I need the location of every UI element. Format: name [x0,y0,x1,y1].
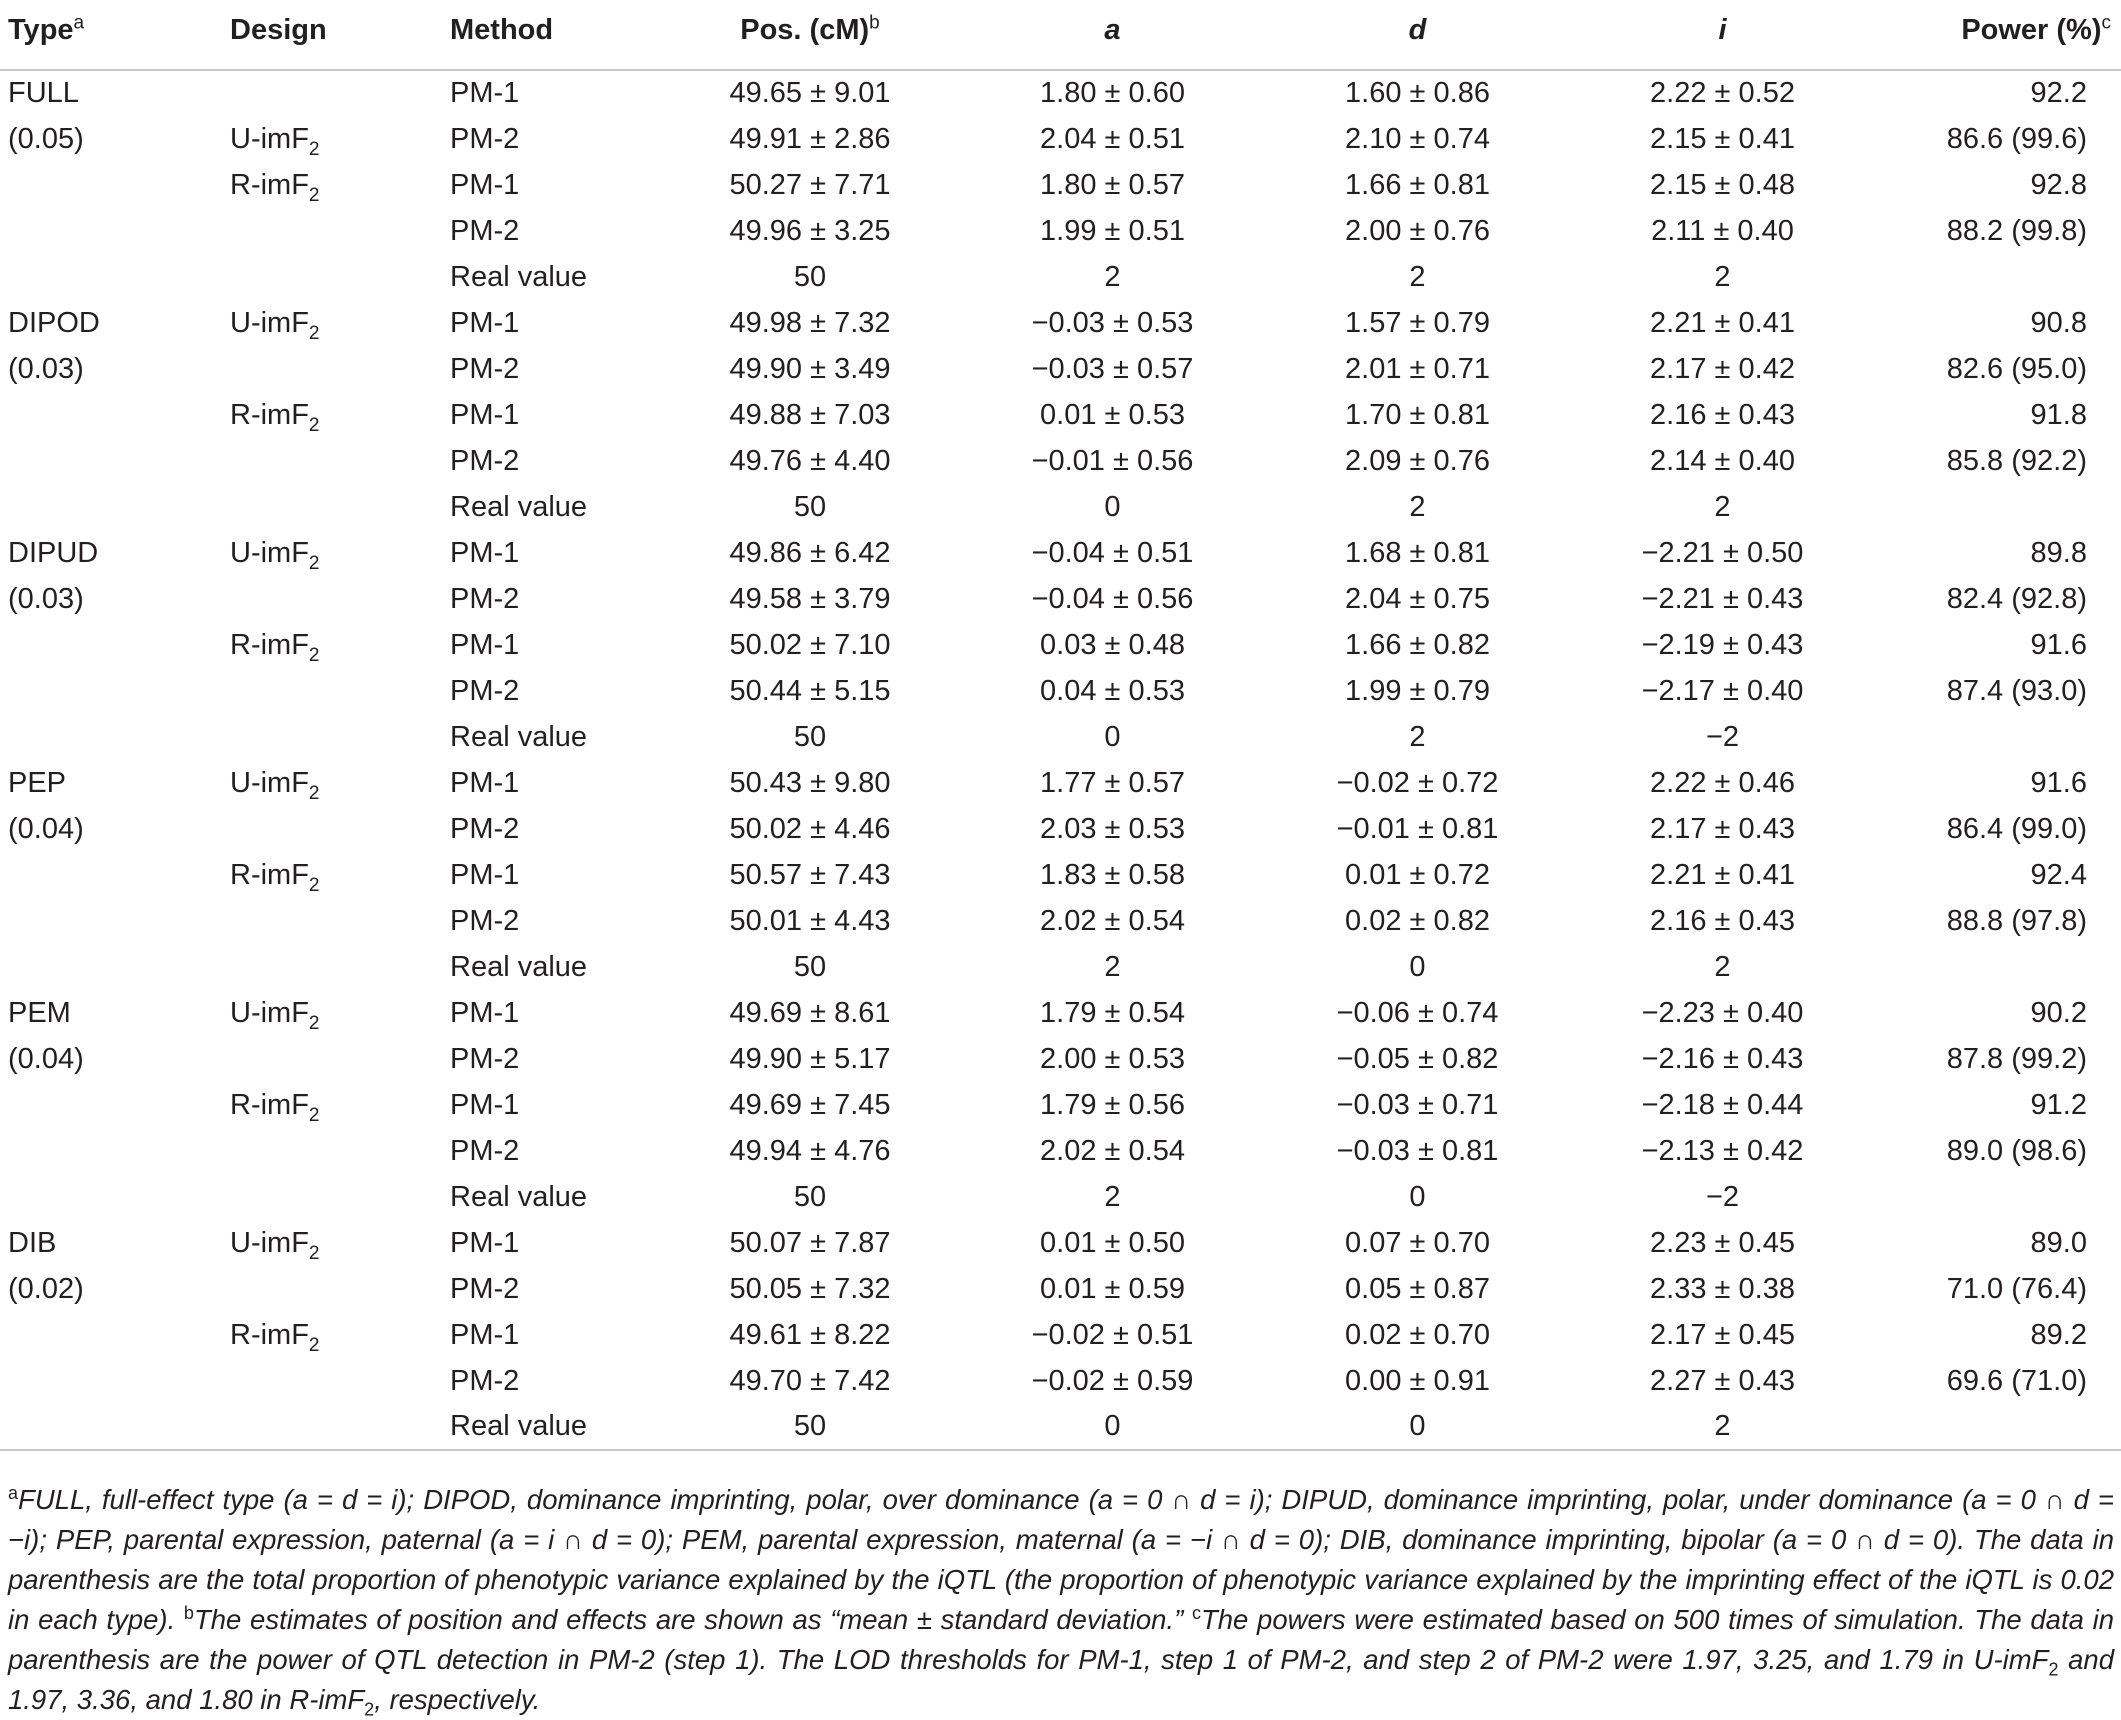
cell-power: 91.6 [2030,628,2087,661]
cell-design: R-imF$_2$ [230,1088,320,1126]
table-row [0,806,2121,852]
header-row [0,14,2121,70]
table-row [0,714,2121,760]
cell-position: 49.98 ± 7.32 [729,306,891,339]
cell-power: 86.4 (99.0) [1946,812,2087,845]
table-row [0,70,2121,116]
cell-type [0,254,216,300]
cell-design: U-imF$_2$ [230,536,320,574]
cell-a: 2 [1104,950,1121,983]
cell-position: 49.76 ± 4.40 [729,444,891,477]
cell-position: 49.58 ± 3.79 [729,582,891,615]
cell-i: 2.17 ± 0.43 [1650,812,1795,845]
cell-power: 88.8 (97.8) [1946,904,2087,937]
cell-i: −2.18 ± 0.44 [1641,1088,1804,1121]
cell-d: 2.09 ± 0.76 [1345,444,1490,477]
cell-type [0,1358,216,1404]
cell-type: (0.05) [8,122,84,155]
cell-power: 91.2 [2030,1088,2087,1121]
table-row [0,1220,2121,1266]
cell-power: 89.0 (98.6) [1946,1134,2087,1167]
cell-position: 50 [793,950,827,983]
cell-design: R-imF$_2$ [230,398,320,436]
cell-design [216,1128,444,1174]
cell-design [216,438,444,484]
footnote-a-text: FULL, full-effect type (a = d = i); DIPOD, dominance imprinting, polar, over dominance (a = 0 ∩ d = i); DIPUD, dominance imprinting, polar, under dominance (a = 0 ∩ d = −i); PEP, parental expression, paternal (a = i ∩ d = 0); PEM, parental expression, maternal (a = −i ∩ d = 0); DIB, dominance imprinting, bipolar (a = 0 ∩ d = 0). The data in parenthesis are the total proportion of phenotypic variance explained by the iQTL (the proportion of phenotypic variance explained by the imprinting effect of the iQTL is 0.02 in each type). [8,1484,2114,1635]
cell-design: R-imF$_2$ [230,858,320,896]
cell-a: 0.04 ± 0.53 [1040,674,1185,707]
cell-position: 50.43 ± 9.80 [729,766,891,799]
cell-a: −0.02 ± 0.59 [1031,1364,1194,1397]
cell-position: 49.69 ± 7.45 [729,1088,891,1121]
cell-power [1875,254,2121,300]
cell-a: 2.02 ± 0.54 [1040,904,1185,937]
cell-design [216,806,444,852]
cell-i: 2.14 ± 0.40 [1650,444,1795,477]
cell-type: DIPUD [8,536,99,569]
cell-position: 50.07 ± 7.87 [729,1226,891,1259]
cell-power [1875,1404,2121,1450]
table-row [0,576,2121,622]
cell-d: 0 [1265,1404,1570,1450]
cell-i: 2.23 ± 0.45 [1650,1226,1795,1259]
cell-method: Real value [444,1404,660,1450]
cell-a: −0.04 ± 0.51 [1031,536,1194,569]
cell-method: PM-2 [450,122,520,155]
cell-type [0,208,216,254]
cell-power [1875,484,2121,530]
cell-method: Real value [450,950,588,983]
cell-method: PM-1 [450,996,520,1029]
cell-method: PM-1 [450,1226,520,1259]
cell-a: 2 [1104,260,1121,293]
cell-position: 50 [793,490,827,523]
cell-method: PM-2 [450,1272,520,1305]
cell-d: 2.04 ± 0.75 [1345,582,1490,615]
cell-design [216,346,444,392]
cell-design: R-imF$_2$ [230,1318,320,1356]
cell-a: 2 [1104,1180,1121,1213]
cell-type: PEM [8,996,71,1029]
cell-power [1875,944,2121,990]
cell-method: PM-1 [450,858,520,891]
table-row [0,990,2121,1036]
cell-power: 92.8 [2030,168,2087,201]
cell-design: U-imF$_2$ [230,766,320,804]
table-row [0,254,2121,300]
header-method: Method [444,14,660,70]
cell-type [0,852,216,898]
table-row [0,162,2121,208]
cell-design [216,1266,444,1312]
cell-position: 49.94 ± 4.76 [729,1134,891,1167]
cell-position: 49.96 ± 3.25 [729,214,891,247]
table-row [0,484,2121,530]
cell-position: 49.91 ± 2.86 [729,122,891,155]
cell-type [0,714,216,760]
table-row [0,1174,2121,1220]
cell-d: 0.01 ± 0.72 [1345,858,1490,891]
cell-power: 88.2 (99.8) [1946,214,2087,247]
cell-a: 0 [1104,720,1121,753]
cell-method: PM-2 [450,674,520,707]
footnote-c-text: The powers were estimated based on 500 times of simulation. The data in parenthesis are the power of QTL detection in PM-2 (step 1). The LOD thresholds for PM-1, step 1 of PM-2, and step 2 of PM-2 were 1.97, 3.25, and 1.79 in U-imF [8,1604,2114,1675]
cell-type [0,162,216,208]
cell-power: 71.0 (76.4) [1946,1272,2087,1305]
cell-method: PM-2 [450,904,520,937]
cell-design [216,208,444,254]
cell-power: 69.6 (71.0) [1946,1364,2087,1397]
cell-power: 82.6 (95.0) [1946,352,2087,385]
cell-design [216,254,444,300]
cell-power: 86.6 (99.6) [1946,122,2087,155]
cell-i: 2.22 ± 0.52 [1650,77,1795,109]
cell-position: 50 [660,1404,960,1450]
table-row [0,1082,2121,1128]
footnote-c-mark: c [1191,1602,1201,1623]
cell-a: −0.02 ± 0.51 [1031,1318,1194,1351]
table-footnote: $^a$FULL, full-effect type (a = d = i); DIPOD, dominance imprinting, polar, over dominance (a = 0 ∩ d = i); DIPUD, dominance imprinting, polar, under dominance (a = 0 ∩ d = −i); PEP, parental expression, paternal (a = i ∩ d = 0); PEM, parental expression, maternal (a = −i ∩ d = 0); DIB, dominance imprinting, bipolar (a = 0 ∩ d = 0). The data in parenthesis are the total proportion of phenotypic variance explained by the iQTL (the proportion of phenotypic variance explained by the imprinting effect of the iQTL is 0.02 in each type). $^b$The estimates of position and effects are shown as “mean ± standard deviation.” $^c$The powers were estimated based on 500 times of simulation. The data in parenthesis are the power of QTL detection in PM-2 (step 1). The LOD thresholds for PM-1, step 1 of PM-2, and step 2 of PM-2 were 1.97, 3.25, and 1.79 in U-imF$_2$ and 1.97, 3.36, and 1.80 in R-imF$_2$, respectively. [8,1482,2114,1720]
cell-position: 49.86 ± 6.42 [729,536,891,569]
cell-type: PEP [8,766,67,799]
cell-i: −2.21 ± 0.43 [1641,582,1804,615]
cell-method: PM-2 [450,1364,520,1397]
cell-a: 0.01 ± 0.50 [1040,1226,1185,1259]
cell-design [216,70,444,116]
cell-d: 1.99 ± 0.79 [1345,674,1490,707]
cell-type [0,1404,216,1450]
cell-type [0,438,216,484]
cell-d: −0.03 ± 0.81 [1336,1134,1499,1167]
cell-a: 1.80 ± 0.57 [1040,168,1185,201]
cell-design [216,668,444,714]
cell-d: 2.00 ± 0.76 [1345,214,1490,247]
cell-d: 2.10 ± 0.74 [1345,122,1490,155]
cell-i: 2.16 ± 0.43 [1650,904,1795,937]
cell-design [216,898,444,944]
cell-d: 0.07 ± 0.70 [1345,1226,1490,1259]
cell-a: 1.79 ± 0.54 [1040,996,1185,1029]
cell-a: −0.03 ± 0.57 [1031,352,1194,385]
cell-i: −2.16 ± 0.43 [1641,1042,1804,1075]
cell-design: U-imF$_2$ [230,306,320,344]
cell-a: −0.01 ± 0.56 [1031,444,1194,477]
table-row [0,1128,2121,1174]
cell-type [0,898,216,944]
cell-d: 1.68 ± 0.81 [1345,536,1490,569]
cell-method: PM-1 [450,1318,520,1351]
cell-method: PM-1 [450,628,520,661]
cell-type: FULL [8,77,79,109]
cell-method: PM-2 [450,812,520,845]
cell-a: 2.00 ± 0.53 [1040,1042,1185,1075]
cell-i: 2.27 ± 0.43 [1650,1364,1795,1397]
cell-position: 50.57 ± 7.43 [729,858,891,891]
header-type: Type$^a$ [0,14,216,70]
cell-position: 50 [793,1180,827,1213]
cell-position: 50.01 ± 4.43 [729,904,891,937]
cell-power: 91.6 [2030,766,2087,799]
footnote-b-text: The estimates of position and effects are shown as “mean ± standard deviation.” [193,1604,1184,1635]
cell-position: 49.61 ± 8.22 [729,1318,891,1351]
cell-d: 1.57 ± 0.79 [1345,306,1490,339]
cell-type: DIPOD [8,306,100,339]
cell-design: U-imF$_2$ [230,122,320,160]
table-row [0,760,2121,806]
cell-position: 49.88 ± 7.03 [729,398,891,431]
cell-type [0,944,216,990]
cell-d: 1.66 ± 0.82 [1345,628,1490,661]
cell-power: 92.4 [2030,858,2087,891]
table-row [0,392,2121,438]
cell-power: 89.0 [2030,1226,2087,1259]
cell-i: 2.17 ± 0.42 [1650,352,1795,385]
cell-i: 2.33 ± 0.38 [1650,1272,1795,1305]
cell-method: PM-1 [450,766,520,799]
cell-position: 50 [793,260,827,293]
cell-method: PM-1 [450,1088,520,1121]
cell-i: 2.21 ± 0.41 [1650,306,1795,339]
cell-type: DIB [8,1226,57,1259]
table-row [0,944,2121,990]
cell-position: 49.65 ± 9.01 [729,77,891,109]
cell-a: 1.77 ± 0.57 [1040,766,1185,799]
cell-method: Real value [450,490,588,523]
cell-a: −0.03 ± 0.53 [1031,306,1194,339]
cell-type [0,668,216,714]
cell-i: 2 [1570,1404,1875,1450]
cell-method: PM-1 [450,77,520,109]
table-row [0,116,2121,162]
cell-a: −0.04 ± 0.56 [1031,582,1194,615]
cell-position: 49.90 ± 5.17 [729,1042,891,1075]
cell-design: U-imF$_2$ [230,996,320,1034]
table-row [0,1266,2121,1312]
cell-a: 1.83 ± 0.58 [1040,858,1185,891]
cell-i: −2.21 ± 0.50 [1641,536,1804,569]
cell-position: 50.44 ± 5.15 [729,674,891,707]
table-row [0,1036,2121,1082]
cell-design [216,714,444,760]
cell-a: 0 [1104,490,1121,523]
cell-method: PM-2 [450,582,520,615]
cell-position: 50.02 ± 7.10 [729,628,891,661]
cell-type [0,1312,216,1358]
cell-i: −2 [1705,720,1740,753]
table-row [0,1358,2121,1404]
cell-power: 82.4 (92.8) [1946,582,2087,615]
cell-d: −0.03 ± 0.71 [1336,1088,1499,1121]
cell-a: 2.03 ± 0.53 [1040,812,1185,845]
table-row [0,668,2121,714]
cell-method: PM-2 [450,352,520,385]
cell-a: 0.03 ± 0.48 [1040,628,1185,661]
cell-d: −0.05 ± 0.82 [1336,1042,1499,1075]
cell-method: PM-2 [450,444,520,477]
cell-design [216,484,444,530]
cell-design [216,576,444,622]
cell-method: Real value [450,720,588,753]
cell-i: −2.23 ± 0.40 [1641,996,1804,1029]
cell-type [0,1128,216,1174]
header-d: d [1265,14,1570,70]
cell-type: (0.04) [8,812,84,845]
table-row [0,898,2121,944]
table-row [0,300,2121,346]
cell-power: 89.2 [2030,1318,2087,1351]
cell-type: (0.03) [8,352,84,385]
cell-i: 2 [1714,950,1731,983]
cell-a: 2.02 ± 0.54 [1040,1134,1185,1167]
cell-type: (0.02) [8,1272,84,1305]
cell-position: 49.90 ± 3.49 [729,352,891,385]
cell-method: PM-1 [450,306,520,339]
cell-position: 50.02 ± 4.46 [729,812,891,845]
footnote-b-mark: b [183,1602,194,1623]
cell-a: 1.79 ± 0.56 [1040,1088,1185,1121]
cell-i: 2.15 ± 0.48 [1650,168,1795,201]
cell-d: 1.70 ± 0.81 [1345,398,1490,431]
cell-a: 1.99 ± 0.51 [1040,214,1185,247]
cell-i: 2.17 ± 0.45 [1650,1318,1795,1351]
cell-position: 49.69 ± 8.61 [729,996,891,1029]
cell-d: 0.05 ± 0.87 [1345,1272,1490,1305]
cell-i: 2 [1714,260,1731,293]
table-row [0,1404,2121,1450]
header-power: Power (%)$^c$ [1875,14,2121,70]
cell-i: −2.13 ± 0.42 [1641,1134,1804,1167]
cell-d: 0 [1409,950,1426,983]
cell-method: Real value [450,260,588,293]
cell-d: 0 [1409,1180,1426,1213]
cell-method: PM-2 [450,214,520,247]
table-row [0,530,2121,576]
cell-power: 91.8 [2030,398,2087,431]
cell-design [216,944,444,990]
cell-a: 0.01 ± 0.53 [1040,398,1185,431]
cell-design: U-imF$_2$ [230,1226,320,1264]
table-row [0,346,2121,392]
cell-power [1875,1174,2121,1220]
table-row [0,622,2121,668]
cell-i: 2.15 ± 0.41 [1650,122,1795,155]
table-body [0,70,2121,1450]
cell-a: 0.01 ± 0.59 [1040,1272,1185,1305]
table-row [0,1312,2121,1358]
cell-d: −0.06 ± 0.74 [1336,996,1499,1029]
cell-type: (0.04) [8,1042,84,1075]
cell-power: 90.2 [2030,996,2087,1029]
cell-type [0,1174,216,1220]
cell-d: 2 [1409,260,1426,293]
cell-position: 50 [793,720,827,753]
cell-d: 2 [1409,490,1426,523]
cell-i: 2 [1714,490,1731,523]
cell-power: 87.8 (99.2) [1946,1042,2087,1075]
table-row [0,438,2121,484]
cell-a: 2.04 ± 0.51 [1040,122,1185,155]
cell-method: PM-2 [450,1134,520,1167]
cell-method: PM-1 [450,168,520,201]
cell-design [216,1404,444,1450]
cell-d: 1.60 ± 0.86 [1345,77,1490,109]
cell-i: 2.21 ± 0.41 [1650,858,1795,891]
cell-design: R-imF$_2$ [230,168,320,206]
header-position: Pos. (cM)$^b$ [660,14,960,70]
cell-type [0,622,216,668]
cell-power: 87.4 (93.0) [1946,674,2087,707]
table-row [0,852,2121,898]
header-i: i [1570,14,1875,70]
cell-method: PM-1 [450,536,520,569]
cell-power: 85.8 (92.2) [1946,444,2087,477]
cell-i: −2.17 ± 0.40 [1641,674,1804,707]
cell-design [216,1174,444,1220]
cell-i: 2.22 ± 0.46 [1650,766,1795,799]
footnote-a-mark: a [8,1482,19,1503]
cell-type [0,484,216,530]
cell-design [216,1358,444,1404]
cell-position: 50.05 ± 7.32 [729,1272,891,1305]
cell-design: R-imF$_2$ [230,628,320,666]
cell-type [0,392,216,438]
cell-power [1875,714,2121,760]
cell-position: 50.27 ± 7.71 [729,168,891,201]
cell-power: 89.8 [2030,536,2087,569]
cell-i: −2 [1705,1180,1740,1213]
cell-method: Real value [450,1180,588,1213]
cell-a: 1.80 ± 0.60 [1040,77,1185,109]
cell-i: 2.11 ± 0.40 [1651,214,1794,247]
cell-position: 49.70 ± 7.42 [729,1364,891,1397]
cell-d: −0.01 ± 0.81 [1336,812,1499,845]
cell-type [0,1082,216,1128]
cell-d: 0.02 ± 0.70 [1345,1318,1490,1351]
cell-power: 90.8 [2030,306,2087,339]
cell-i: −2.19 ± 0.43 [1641,628,1804,661]
cell-d: 2 [1409,720,1426,753]
cell-a: 0 [960,1404,1265,1450]
cell-d: 1.66 ± 0.81 [1345,168,1490,201]
cell-design [216,1036,444,1082]
cell-d: 2.01 ± 0.71 [1345,352,1490,385]
cell-d: 0.00 ± 0.91 [1345,1364,1490,1397]
cell-method: PM-2 [450,1042,520,1075]
table-row [0,208,2121,254]
cell-d: −0.02 ± 0.72 [1336,766,1499,799]
cell-power: 92.2 [2030,77,2087,109]
header-a: a [960,14,1265,70]
header-design: Design [216,14,444,70]
cell-type: (0.03) [8,582,84,615]
cell-i: 2.16 ± 0.43 [1650,398,1795,431]
cell-method: PM-1 [450,398,520,431]
cell-d: 0.02 ± 0.82 [1345,904,1490,937]
results-table [0,14,2121,1451]
